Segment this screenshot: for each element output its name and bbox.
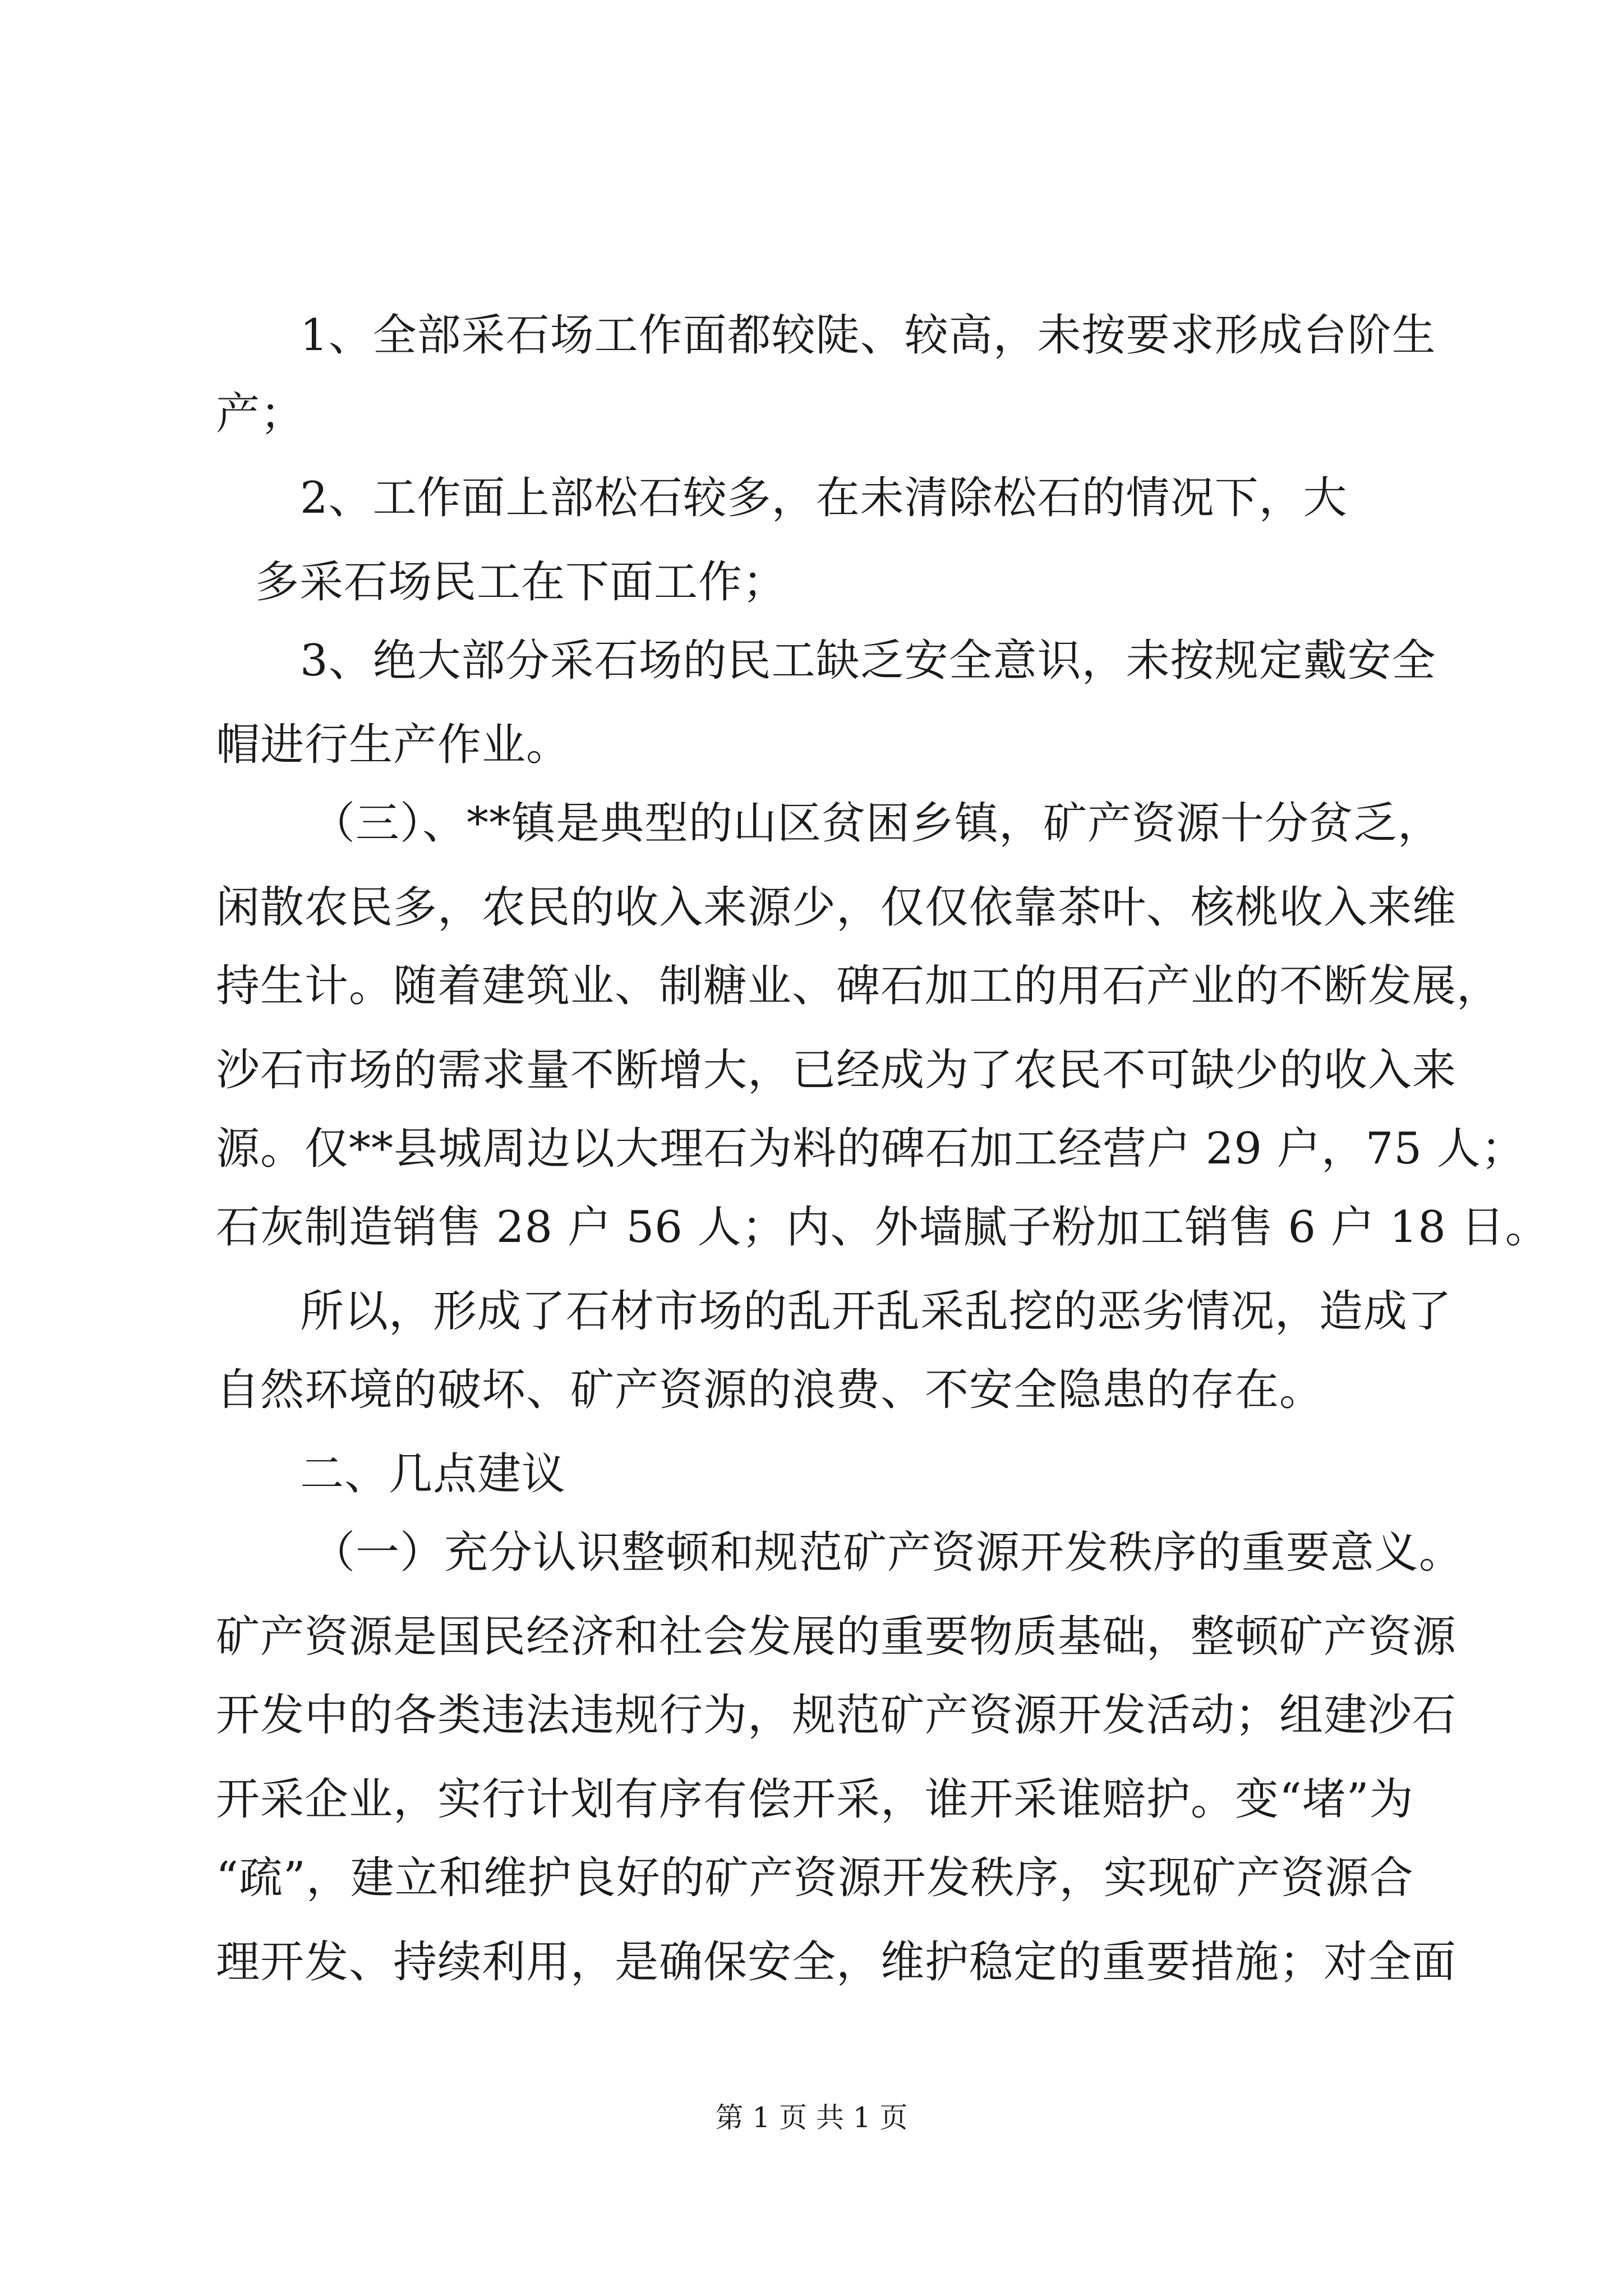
text-line: 源。仅**县城周边以大理石为料的碑石加工经营户 29 户，75 人； xyxy=(216,1124,1525,1174)
text-line: 3、绝大部分采石场的民工缺乏安全意识，未按规定戴安全 xyxy=(300,636,1436,686)
text-line: 自然环境的破坏、矿产资源的浪费、不安全隐患的存在。 xyxy=(216,1365,1324,1415)
text-line: 帽进行生产作业。 xyxy=(216,720,571,770)
text-line: 多采石场民工在下面工作； xyxy=(255,557,787,608)
text-line: 2、工作面上部松石较多，在未清除松石的情况下，大 xyxy=(300,473,1348,523)
text-line: （一）充分认识整顿和规范矿产资源开发秩序的重要意义。 xyxy=(311,1527,1464,1578)
text-line: 开发中的各类违法违规行为，规范矿产资源开发活动；组建沙石 xyxy=(216,1690,1457,1741)
text-line: 闲散农民多，农民的收入来源少，仅仅依靠茶叶、核桃收入来维 xyxy=(216,882,1457,933)
text-line: 开采企业，实行计划有序有偿开采，谁开采谁赔护。变“堵”为 xyxy=(216,1774,1414,1825)
text-line: 产； xyxy=(216,389,305,439)
page-number-footer: 第 1 页 共 1 页 xyxy=(715,2101,908,2134)
text-line: “疏”，建立和维护良好的矿产资源开发秩序，实现矿产资源合 xyxy=(216,1853,1414,1903)
text-line: 矿产资源是国民经济和社会发展的重要物质基础，整顿矿产资源 xyxy=(216,1612,1457,1662)
text-line: 沙石市场的需求量不断增大，已经成为了农民不可缺少的收入来 xyxy=(216,1045,1457,1096)
text-line: 理开发、持续利用，是确保安全，维护稳定的重要措施；对全面 xyxy=(216,1937,1457,1987)
text-line: （三）、**镇是典型的山区贫困乡镇，矿产资源十分贫乏， xyxy=(311,798,1442,849)
text-line: 所以，形成了石材市场的乱开乱采乱挖的恶劣情况，造成了 xyxy=(300,1286,1453,1337)
text-line: 石灰制造销售 28 户 56 人；内、外墙腻子粉加工销售 6 户 18 日。 xyxy=(216,1202,1550,1253)
text-line: 持生计。随着建筑业、制糖业、碑石加工的用石产业的不断发展， xyxy=(216,961,1501,1011)
text-line: 1、全部采石场工作面都较陡、较高，未按要求形成台阶生 xyxy=(300,310,1436,361)
section-heading: 二、几点建议 xyxy=(300,1449,566,1499)
